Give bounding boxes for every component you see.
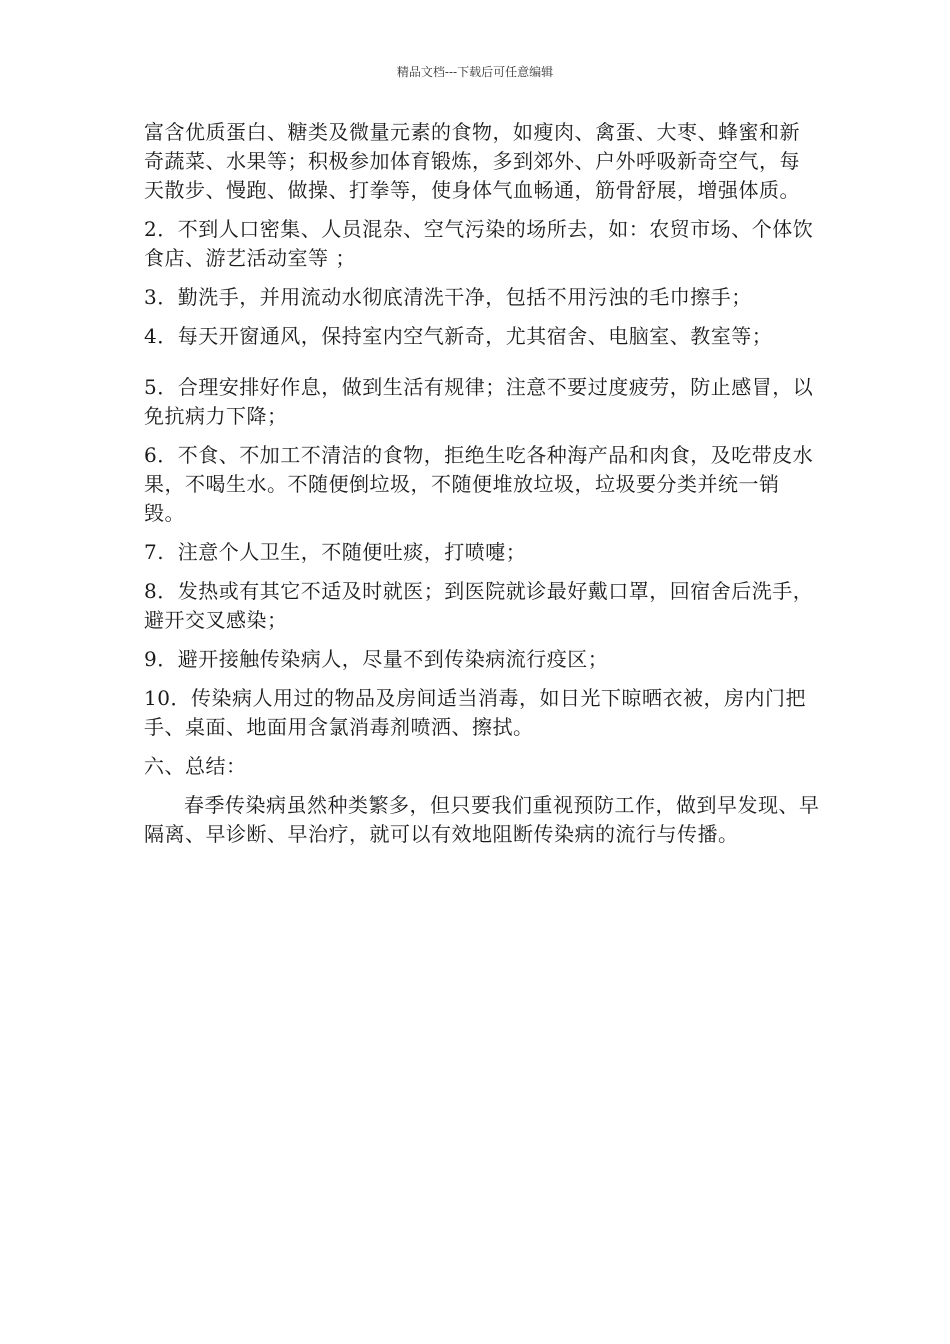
section-heading-summary: 六、总结： [144, 754, 247, 778]
paragraph-item-10: 10．传染病人用过的物品及房间适当消毒，如日光下晾晒衣被，房内门把手、桌面、地面用含氯消毒剂喷洒、擦拭。 [144, 686, 806, 739]
paragraph-item-3: 3．勤洗手，并用流动水彻底清洗干净，包括不用污浊的毛巾擦手； [144, 285, 752, 309]
paragraph-item-7: 7. 注意个人卫生，不随便吐痰，打喷嚏； [144, 540, 527, 564]
paragraph-item-2: 2．不到人口密集、人员混杂、空气污染的场所去，如：农贸市场、个体饮食店、游艺活动室等 ； [144, 217, 814, 270]
paragraph-item-6: 6．不食、不加工不清洁的食物，拒绝生吃各种海产品和肉食，及吃带皮水果，不喝生水。不随便倒垃圾，不随便堆放垃圾，垃圾要分类并统一销毁。 [144, 443, 814, 525]
paragraph-item-5: 5．合理安排好作息，做到生活有规律；注意不要过度疲劳，防止感冒，以免抗病力下降； [144, 375, 814, 428]
paragraph-item-8: 8．发热或有其它不适及时就医；到医院就诊最好戴口罩，回宿舍后洗手，避开交叉感染； [144, 579, 814, 632]
paragraph-summary: 春季传染病虽然种类繁多，但只要我们重视预防工作，做到早发现、早隔离、早诊断、早治疗，就可以有效地阻断传染病的流行与传播。 [144, 793, 820, 846]
paragraph-item-4: 4．每天开窗通风，保持室内空气新奇，尤其宿舍、电脑室、教室等； [144, 324, 773, 348]
paragraph-item-9: 9．避开接触传染病人，尽量不到传染病流行疫区； [144, 647, 609, 671]
paragraph-nutrition-exercise: 富含优质蛋白、糖类及微量元素的食物，如瘦肉、禽蛋、大枣、蜂蜜和新奇蔬菜、水果等；积极参加体育锻炼，多到郊外、户外呼吸新奇空气，每天散步、慢跑、做操、打拳等，使身体气血畅通，筋骨舒展，增强体质。 [144, 120, 800, 202]
page-header: 精品文档---下载后可任意编辑 [396, 65, 554, 79]
document-body [144, 118, 820, 859]
